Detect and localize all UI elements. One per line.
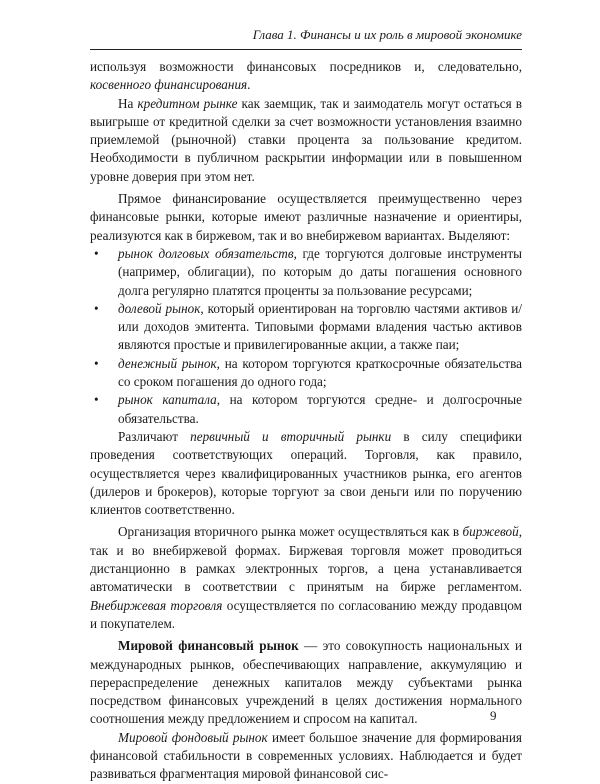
- p6-text-2: — это совокупность национальных и международных рынков, обеспечивающих направление, аккумуляцию и перераспределение денежных капиталов между субъектами рынка посредством финансовых учреждений в целях достижения нормального соотношения между предложением и спросом на капитал.: [90, 638, 523, 727]
- paragraph-3: [90, 190, 522, 245]
- p5-term-2: Внебиржевая торговля: [90, 597, 223, 613]
- list-item: [90, 391, 522, 428]
- list-item-text: , где торгуются долговые инструменты (например, облигации), по которым до даты погашения основного долга регулярно платятся проценты за пользование ресурсами;: [118, 245, 522, 298]
- paragraph-4: [90, 428, 522, 519]
- bullet-icon: •: [94, 355, 99, 371]
- p5-text-1: Организация вторичного рынка может осуществляться как в: [118, 524, 463, 540]
- p7-text-2: имеет большое значение для формирования финансовой стабильности в современных условиях. Наблюдается и будет развиваться фрагментация мировой финансовой сис-: [90, 729, 522, 782]
- p2-text-3: как заемщик, так и заимодатель могут остаться в выигрыше от кредитной сделки за счет возможности установления взаимно приемлемой (рыночной) ставки процента за пользование кредитом. Необходимости в публичном раскрытии информации или в повышенном уровне доверия при этом нет.: [90, 95, 522, 184]
- p4-text-3: в силу специфики проведения соответствующих операций. Торговля, как правило, осуществляется через квалифицированных участников рынка, его агентов (дилеров и брокеров), которые торгуют за свои деньги или по поручению клиентов соответственно.: [90, 428, 522, 518]
- list-item: [90, 245, 522, 300]
- page-number: 9: [490, 708, 497, 723]
- p5-term-1: биржевой: [462, 524, 519, 540]
- list-item-text: , который ориентирован на торговлю частями активов и/или доходов эмитента. Типовыми формами владения частью активов являются простые и привилегированные акции, а также паи;: [118, 300, 522, 353]
- p1-text-3: .: [247, 77, 251, 93]
- p2-term: кредитном рынке: [137, 95, 238, 111]
- p3-text: Прямое финансирование осуществляется преимущественно через финансовые рынки, которые имеют различные назначение и ориентиры, реализуются как в биржевом, так и во внебиржевом вариантах. Выделяют:: [90, 191, 522, 243]
- paragraph-7: [90, 729, 522, 784]
- list-item-term: рынок долговых обязательств: [118, 245, 294, 261]
- p6-term: Мировой финансовый рынок: [118, 638, 299, 654]
- paragraph-1: [90, 58, 522, 95]
- bullet-icon: •: [94, 245, 99, 261]
- list-item-term: долевой рынок: [118, 300, 201, 316]
- list-item-text: , на котором торгуются краткосрочные обязательства со сроком погашения до одного года;: [118, 355, 522, 390]
- p4-term: первичный и вторичный рынки: [190, 428, 392, 444]
- p2-text-1: На: [118, 95, 138, 111]
- p1-text-1: используя возможности финансовых посредников и, следовательно,: [90, 59, 522, 74]
- list-item-term: рынок капитала: [118, 392, 217, 408]
- paragraph-2: [90, 95, 522, 186]
- list-item: [90, 300, 522, 355]
- p5-text-5: осуществляется по согласованию между продавцом и покупателем.: [90, 597, 522, 631]
- header-rule: [90, 49, 522, 50]
- p5-text-3: , так и во внебиржевой формах. Биржевая торговля может проводиться дистанционно в рамках электронных торгов, а цена устанавливается автоматически в соответствии с принятым на бирже регламентом.: [90, 524, 522, 595]
- p7-term: Мировой фондовый рынок: [118, 729, 268, 745]
- paragraph-6: [90, 637, 522, 728]
- market-types-list: [90, 245, 522, 428]
- bullet-icon: •: [94, 300, 99, 316]
- p4-text-1: Различают: [118, 428, 191, 444]
- paragraph-5: [90, 523, 522, 633]
- bullet-icon: •: [94, 392, 99, 408]
- list-item: [90, 355, 522, 392]
- list-item-text: , на котором торгуются средне- и долгосрочные обязательства.: [118, 392, 522, 426]
- running-header: Глава 1. Финансы и их роль в мировой экономике: [252, 27, 522, 42]
- list-item-term: денежный рынок: [118, 355, 217, 371]
- body-text: [90, 58, 522, 784]
- p1-term: косвенного финансирования: [90, 77, 248, 93]
